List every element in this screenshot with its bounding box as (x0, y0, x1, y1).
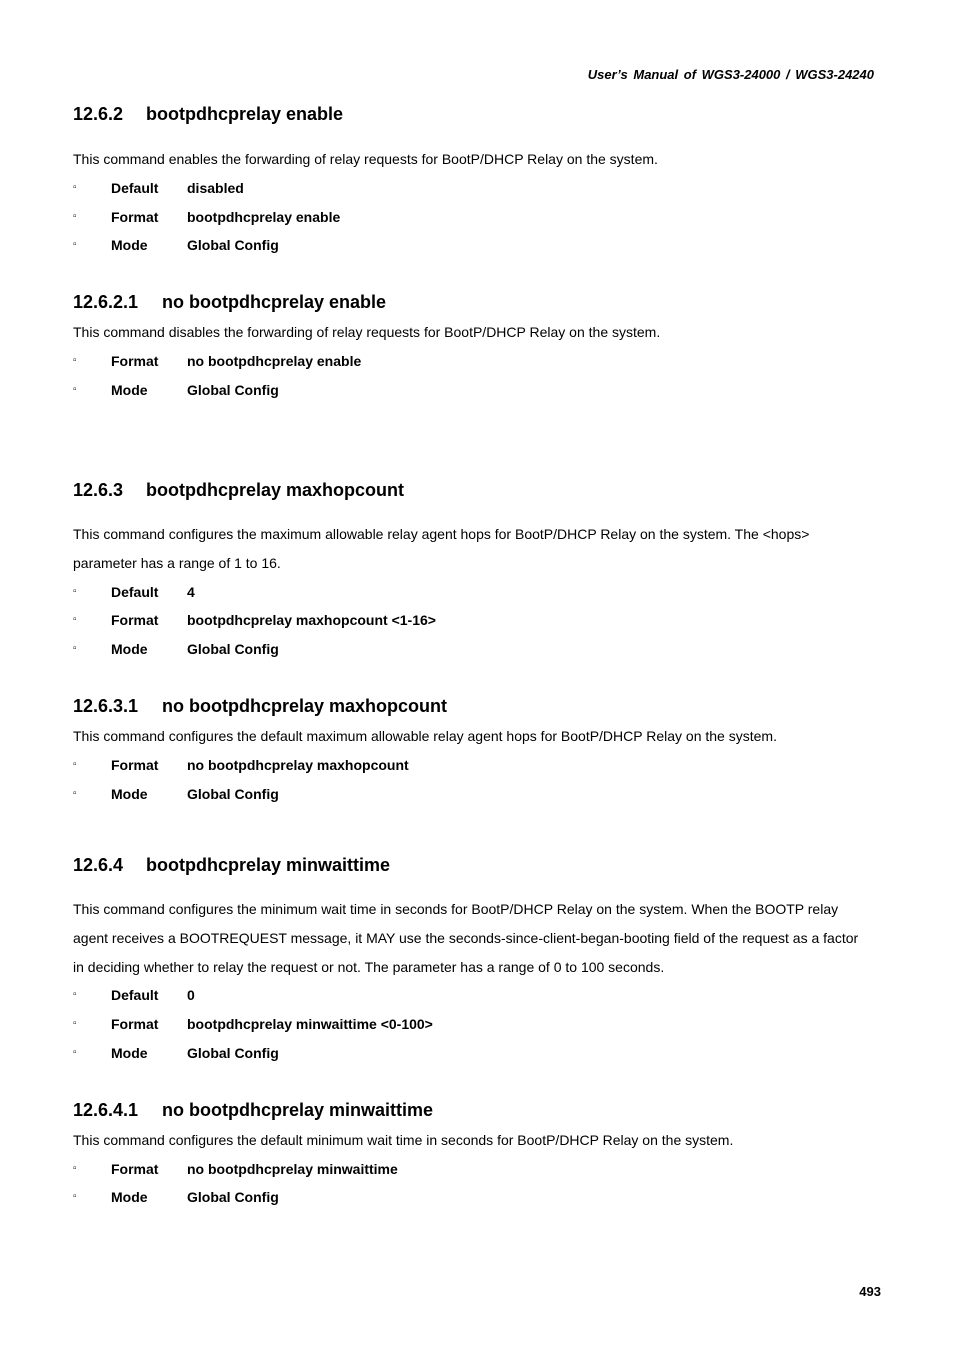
item-value: Global Config (187, 1189, 279, 1205)
item-key: Mode (111, 382, 148, 398)
item-key: Format (111, 209, 159, 225)
bullet-marker: ▫ (73, 788, 77, 799)
section-title: no bootpdhcprelay minwaittime (162, 1100, 434, 1120)
item-key: Format (111, 757, 159, 773)
item-key: Format (111, 1161, 159, 1177)
section-description-line: This command configures the minimum wait time in seconds for BootP/DHCP Relay on the system. When the BOOTP relay (73, 901, 839, 917)
section-title: no bootpdhcprelay enable (162, 292, 387, 312)
section-heading-12-6-4-1 (73, 1100, 433, 1121)
section-title: bootpdhcprelay maxhopcount (146, 480, 405, 500)
item-value: no bootpdhcprelay minwaittime (187, 1161, 398, 1177)
bullet-marker: ▫ (73, 355, 77, 366)
item-key: Format (111, 1016, 159, 1032)
item-value: disabled (187, 180, 244, 196)
bullet-marker: ▫ (73, 614, 77, 625)
section-description: This command configures the default maximum allowable relay agent hops for BootP/DHCP Relay on the system. (73, 728, 777, 744)
item-key: Mode (111, 786, 148, 802)
section-number: 12.6.3.1 (73, 696, 139, 716)
section-heading-12-6-2-1 (73, 292, 386, 313)
item-value: 0 (187, 987, 195, 1003)
section-description-line: agent receives a BOOTREQUEST message, it MAY use the seconds-since-client-began-booting field of the request as a factor (73, 930, 859, 946)
section-number: 12.6.2.1 (73, 292, 139, 312)
item-key: Mode (111, 641, 148, 657)
item-value: Global Config (187, 641, 279, 657)
bullet-marker: ▫ (73, 586, 77, 597)
bullet-marker: ▫ (73, 989, 77, 1000)
section-description: This command enables the forwarding of relay requests for BootP/DHCP Relay on the system. (73, 151, 658, 167)
section-number: 12.6.3 (73, 480, 124, 500)
item-value: bootpdhcprelay maxhopcount <1-16> (187, 612, 436, 628)
running-header: User’s Manual of WGS3-24000 / WGS3-24240 (587, 67, 874, 82)
item-key: Default (111, 180, 159, 196)
section-number: 12.6.4.1 (73, 1100, 139, 1120)
bullet-marker: ▫ (73, 1163, 77, 1174)
item-value: Global Config (187, 382, 279, 398)
section-heading-12-6-3-1 (73, 696, 447, 717)
section-heading-12-6-2 (73, 104, 343, 125)
bullet-marker: ▫ (73, 384, 77, 395)
section-title: no bootpdhcprelay maxhopcount (162, 696, 448, 716)
item-value: Global Config (187, 1045, 279, 1061)
section-number: 12.6.2 (73, 104, 124, 124)
section-title: bootpdhcprelay enable (146, 104, 344, 124)
item-value: bootpdhcprelay minwaittime <0-100> (187, 1016, 433, 1032)
item-key: Format (111, 353, 159, 369)
section-description-line: parameter has a range of 1 to 16. (73, 555, 281, 571)
page-number: 493 (859, 1284, 881, 1299)
item-key: Mode (111, 237, 148, 253)
item-key: Mode (111, 1045, 148, 1061)
section-description: This command disables the forwarding of relay requests for BootP/DHCP Relay on the system. (73, 324, 661, 340)
item-value: Global Config (187, 237, 279, 253)
item-value: 4 (187, 584, 195, 600)
item-value: Global Config (187, 786, 279, 802)
section-title: bootpdhcprelay minwaittime (146, 855, 391, 875)
bullet-marker: ▫ (73, 1018, 77, 1029)
section-description-line: This command configures the maximum allowable relay agent hops for BootP/DHCP Relay on the system. The <hops> (73, 526, 810, 542)
section-number: 12.6.4 (73, 855, 124, 875)
bullet-marker: ▫ (73, 211, 77, 222)
item-key: Default (111, 987, 159, 1003)
item-key: Format (111, 612, 159, 628)
item-key: Default (111, 584, 159, 600)
bullet-marker: ▫ (73, 1047, 77, 1058)
item-value: no bootpdhcprelay enable (187, 353, 362, 369)
bullet-marker: ▫ (73, 1191, 77, 1202)
section-heading-12-6-3 (73, 480, 404, 501)
section-description-line: in deciding whether to relay the request or not. The parameter has a range of 0 to 100 seconds. (73, 959, 665, 975)
section-heading-12-6-4 (73, 855, 390, 876)
section-description: This command configures the default minimum wait time in seconds for BootP/DHCP Relay on the system. (73, 1132, 734, 1148)
bullet-marker: ▫ (73, 182, 77, 193)
bullet-marker: ▫ (73, 239, 77, 250)
bullet-marker: ▫ (73, 643, 77, 654)
item-value: bootpdhcprelay enable (187, 209, 341, 225)
bullet-marker: ▫ (73, 759, 77, 770)
item-key: Mode (111, 1189, 148, 1205)
item-value: no bootpdhcprelay maxhopcount (187, 757, 409, 773)
